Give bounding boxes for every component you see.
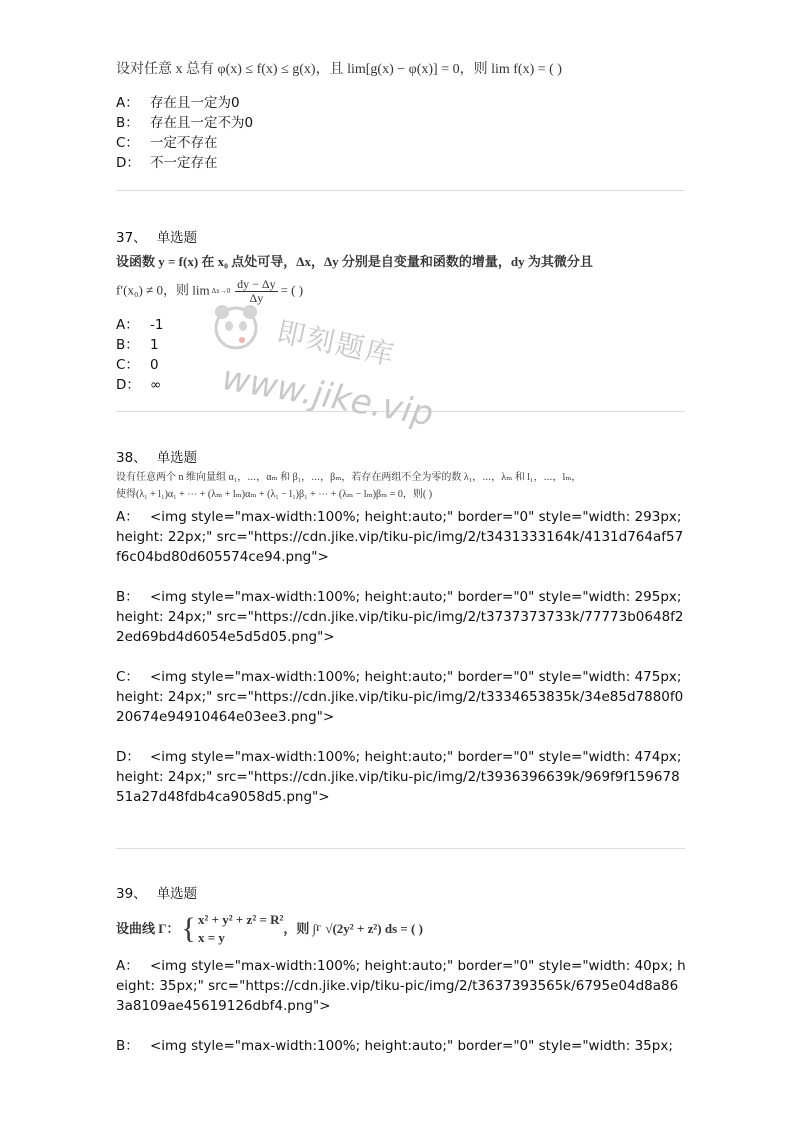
question-36-stem-text: 设对任意 x 总有 φ(x) ≤ f(x) ≤ g(x)，且 lim[g(x) − φ(x)] = 0，则 lim f(x) = ( ) [116, 62, 562, 77]
option-text: <img style="max-width:100%; height:auto;" border="0" style="width: 474px; height: 24px;" src="https://cdn.jike.vip/tiku-pic/img/2/t3936396639k/969f9f15967851a27d48fdb4ca9058d5.png"> [116, 749, 682, 805]
divider [116, 848, 685, 849]
option-label: D： [116, 749, 140, 765]
equation-line: x² + y² + z² = R² [197, 912, 284, 927]
option-d[interactable] [116, 153, 686, 173]
question-36-options [116, 93, 686, 173]
option-label: B： [116, 114, 139, 131]
question-39-header [116, 884, 197, 904]
option-b[interactable] [116, 1036, 686, 1056]
option-b[interactable] [116, 335, 686, 355]
option-label: C： [116, 356, 139, 373]
question-36-stem [116, 62, 686, 79]
option-c[interactable] [116, 667, 686, 747]
option-a[interactable] [116, 956, 686, 1036]
option-text: 存在且一定不为0 [150, 114, 254, 131]
question-37-stem-line2 [116, 278, 686, 305]
stem-text: = ( ) [280, 282, 304, 298]
question-type: 单选题 [156, 230, 198, 246]
watermark-url: www.jike.vip [219, 358, 437, 435]
fraction-numerator: dy − Δy [237, 276, 276, 291]
option-label: B： [116, 336, 139, 353]
question-37-stem-line1: 设函数 y = f(x) 在 x₀ 点处可导，Δx，Δy 分别是自变量和函数的增量，dy 为其微分且 [116, 254, 593, 269]
option-b[interactable] [116, 587, 686, 667]
stem-text: f′(x₀) ≠ 0，则 lim [116, 282, 210, 298]
question-39 [116, 908, 686, 1056]
option-text: ∞ [150, 376, 162, 393]
question-number: 39、 [116, 886, 147, 902]
fraction [235, 278, 277, 305]
stem-text: ，则 ∫ [283, 921, 317, 937]
option-text: 存在且一定为0 [150, 94, 240, 111]
lim-sub-text: Δx→0 [211, 286, 231, 295]
option-label: A： [116, 316, 139, 333]
question-37-header [116, 228, 197, 248]
option-b[interactable] [116, 113, 686, 133]
question-38-stem-line1: 设有任意两个 n 维向量组 α₁，⋯，αₘ 和 β₁，⋯，βₘ，若存在两组不全为零的数 λ₁，⋯，λₘ 和 l₁，⋯，lₘ， [116, 472, 582, 483]
option-text: <img style="max-width:100%; height:auto;" border="0" style="width: 475px; height: 24px;" src="https://cdn.jike.vip/tiku-pic/img/2/t3334653835k/34e85d7880f020674e94910464e03ee3.png"> [116, 669, 684, 725]
option-c[interactable] [116, 355, 686, 375]
question-37 [116, 254, 686, 395]
question-38-stem-line2: 使得(λ₁ + l₁)α₁ + ⋯ + (λₘ + lₘ)αₘ + (λ₁ − l₁)β₁ + ⋯ + (λₘ − lₘ)βₘ = 0，则( ) [116, 489, 433, 500]
lim-subscript [212, 287, 231, 296]
option-text: <img style="max-width:100%; height:auto;" border="0" style="width: 35px; [150, 1038, 673, 1054]
question-39-stem [116, 908, 686, 950]
watermark-brand: 即刻题库 [274, 314, 399, 373]
option-text: <img style="max-width:100%; height:auto;" border="0" style="width: 293px; height: 22px;" src="https://cdn.jike.vip/tiku-pic/img/2/t3431333164k/4131d764af57f6c04bd80d605574ce94.png"> [116, 509, 684, 565]
question-37-options [116, 315, 686, 395]
option-label: A： [116, 958, 139, 974]
option-text: 不一定存在 [150, 154, 218, 171]
option-d[interactable] [116, 747, 686, 827]
brace-symbol: { [181, 912, 196, 945]
fraction-denominator: Δy [249, 290, 264, 305]
divider [116, 411, 685, 412]
equation-line: x = y [197, 930, 225, 945]
option-label: C： [116, 134, 139, 151]
option-d[interactable] [116, 375, 686, 395]
question-type: 单选题 [156, 886, 198, 902]
option-a[interactable] [116, 315, 686, 335]
option-text: <img style="max-width:100%; height:auto;" border="0" style="width: 295px; height: 24px;" src="https://cdn.jike.vip/tiku-pic/img/2/t3737373733k/77773b0648f22ed69bd4d6054e5d5d05.png"> [116, 589, 684, 645]
option-label: B： [116, 1038, 139, 1054]
question-36 [116, 62, 686, 173]
divider [116, 190, 685, 191]
integral-subscript: Γ [316, 924, 322, 934]
option-c[interactable] [116, 133, 686, 153]
question-type: 单选题 [156, 450, 198, 466]
stem-text: 设曲线 Γ： [116, 921, 180, 937]
option-text: -1 [150, 316, 164, 333]
question-38-options [116, 507, 686, 827]
question-number: 37、 [116, 230, 147, 246]
option-text: 1 [150, 336, 159, 353]
option-label: C： [116, 669, 139, 685]
option-a[interactable] [116, 93, 686, 113]
stem-text: √(2y² + z²) ds = ( ) [325, 921, 423, 937]
option-label: D： [116, 154, 140, 171]
option-label: D： [116, 376, 140, 393]
option-text: <img style="max-width:100%; height:auto;" border="0" style="width: 40px; height: 35px;" src="https://cdn.jike.vip/tiku-pic/img/2/t3637393565k/6795e04d8a863a8109ae45619126dbf4.png"> [116, 958, 686, 1014]
question-38 [116, 472, 686, 827]
option-text: 0 [150, 356, 159, 373]
option-text: 一定不存在 [150, 134, 218, 151]
option-label: A： [116, 94, 139, 111]
option-label: B： [116, 589, 139, 605]
question-39-options [116, 956, 686, 1056]
option-label: A： [116, 509, 139, 525]
question-38-header [116, 448, 197, 468]
question-number: 38、 [116, 450, 147, 466]
option-a[interactable] [116, 507, 686, 587]
equation-system [198, 911, 283, 947]
